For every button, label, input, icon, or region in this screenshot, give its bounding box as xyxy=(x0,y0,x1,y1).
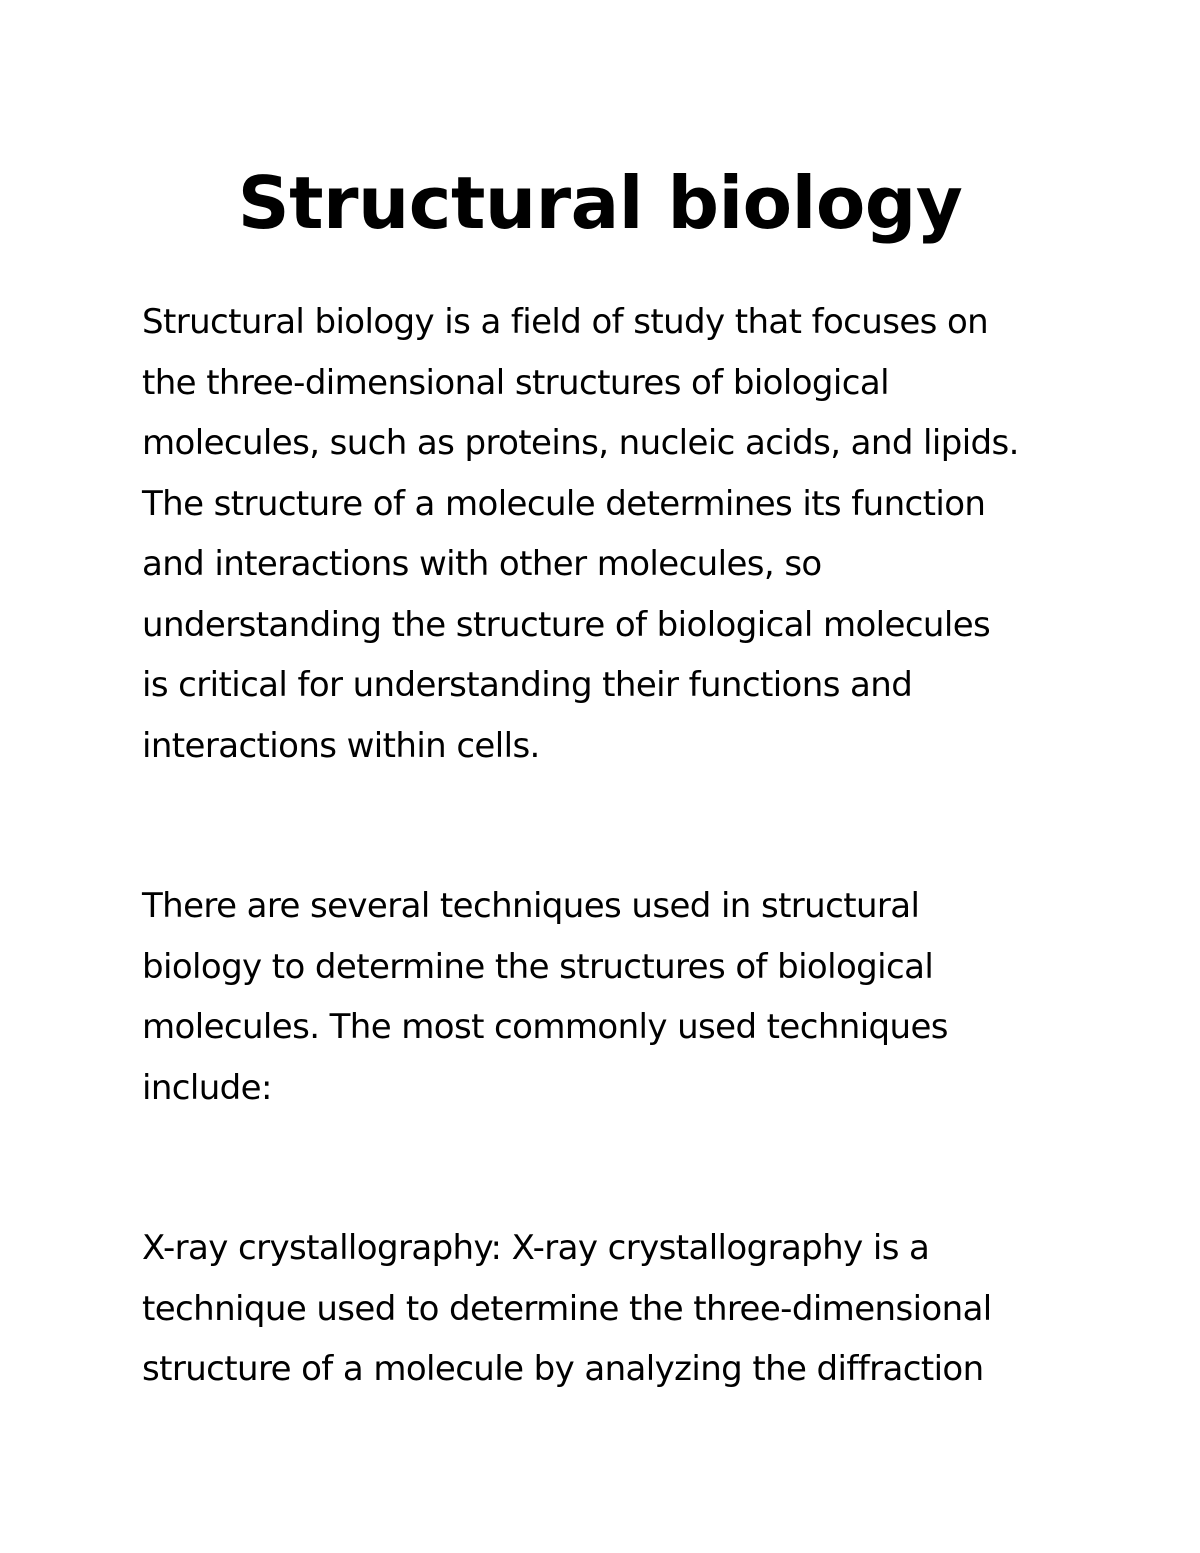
text-line: and interactions with other molecules, so xyxy=(142,544,822,584)
text-line: technique used to determine the three-dimensional xyxy=(142,1288,992,1329)
text-line: The structure of a molecule determines its function xyxy=(142,483,986,524)
text-line: structure of a molecule by analyzing the diffraction xyxy=(142,1349,984,1389)
text-line: molecules. The most commonly used techniques xyxy=(142,1007,948,1047)
text-line: biology to determine the structures of biological xyxy=(142,946,934,987)
paragraph-techniques xyxy=(142,876,1102,1118)
page-title: Structural biology xyxy=(237,161,963,245)
text-line: X-ray crystallography: X-ray crystallography is a xyxy=(142,1228,930,1268)
text-line: include: xyxy=(142,1067,272,1108)
paragraph-intro xyxy=(142,292,1102,776)
text-line: understanding the structure of biological molecules xyxy=(142,604,991,645)
text-line: Structural biology is a field of study that focuses on xyxy=(142,302,989,342)
paragraph-xray xyxy=(142,1218,1102,1400)
text-line: There are several techniques used in structural xyxy=(142,886,920,926)
text-line: molecules, such as proteins, nucleic acids, and lipids. xyxy=(142,423,1019,463)
text-line: the three-dimensional structures of biological xyxy=(142,362,889,403)
text-line: interactions within cells. xyxy=(142,725,540,766)
text-line: is critical for understanding their functions and xyxy=(142,665,913,705)
